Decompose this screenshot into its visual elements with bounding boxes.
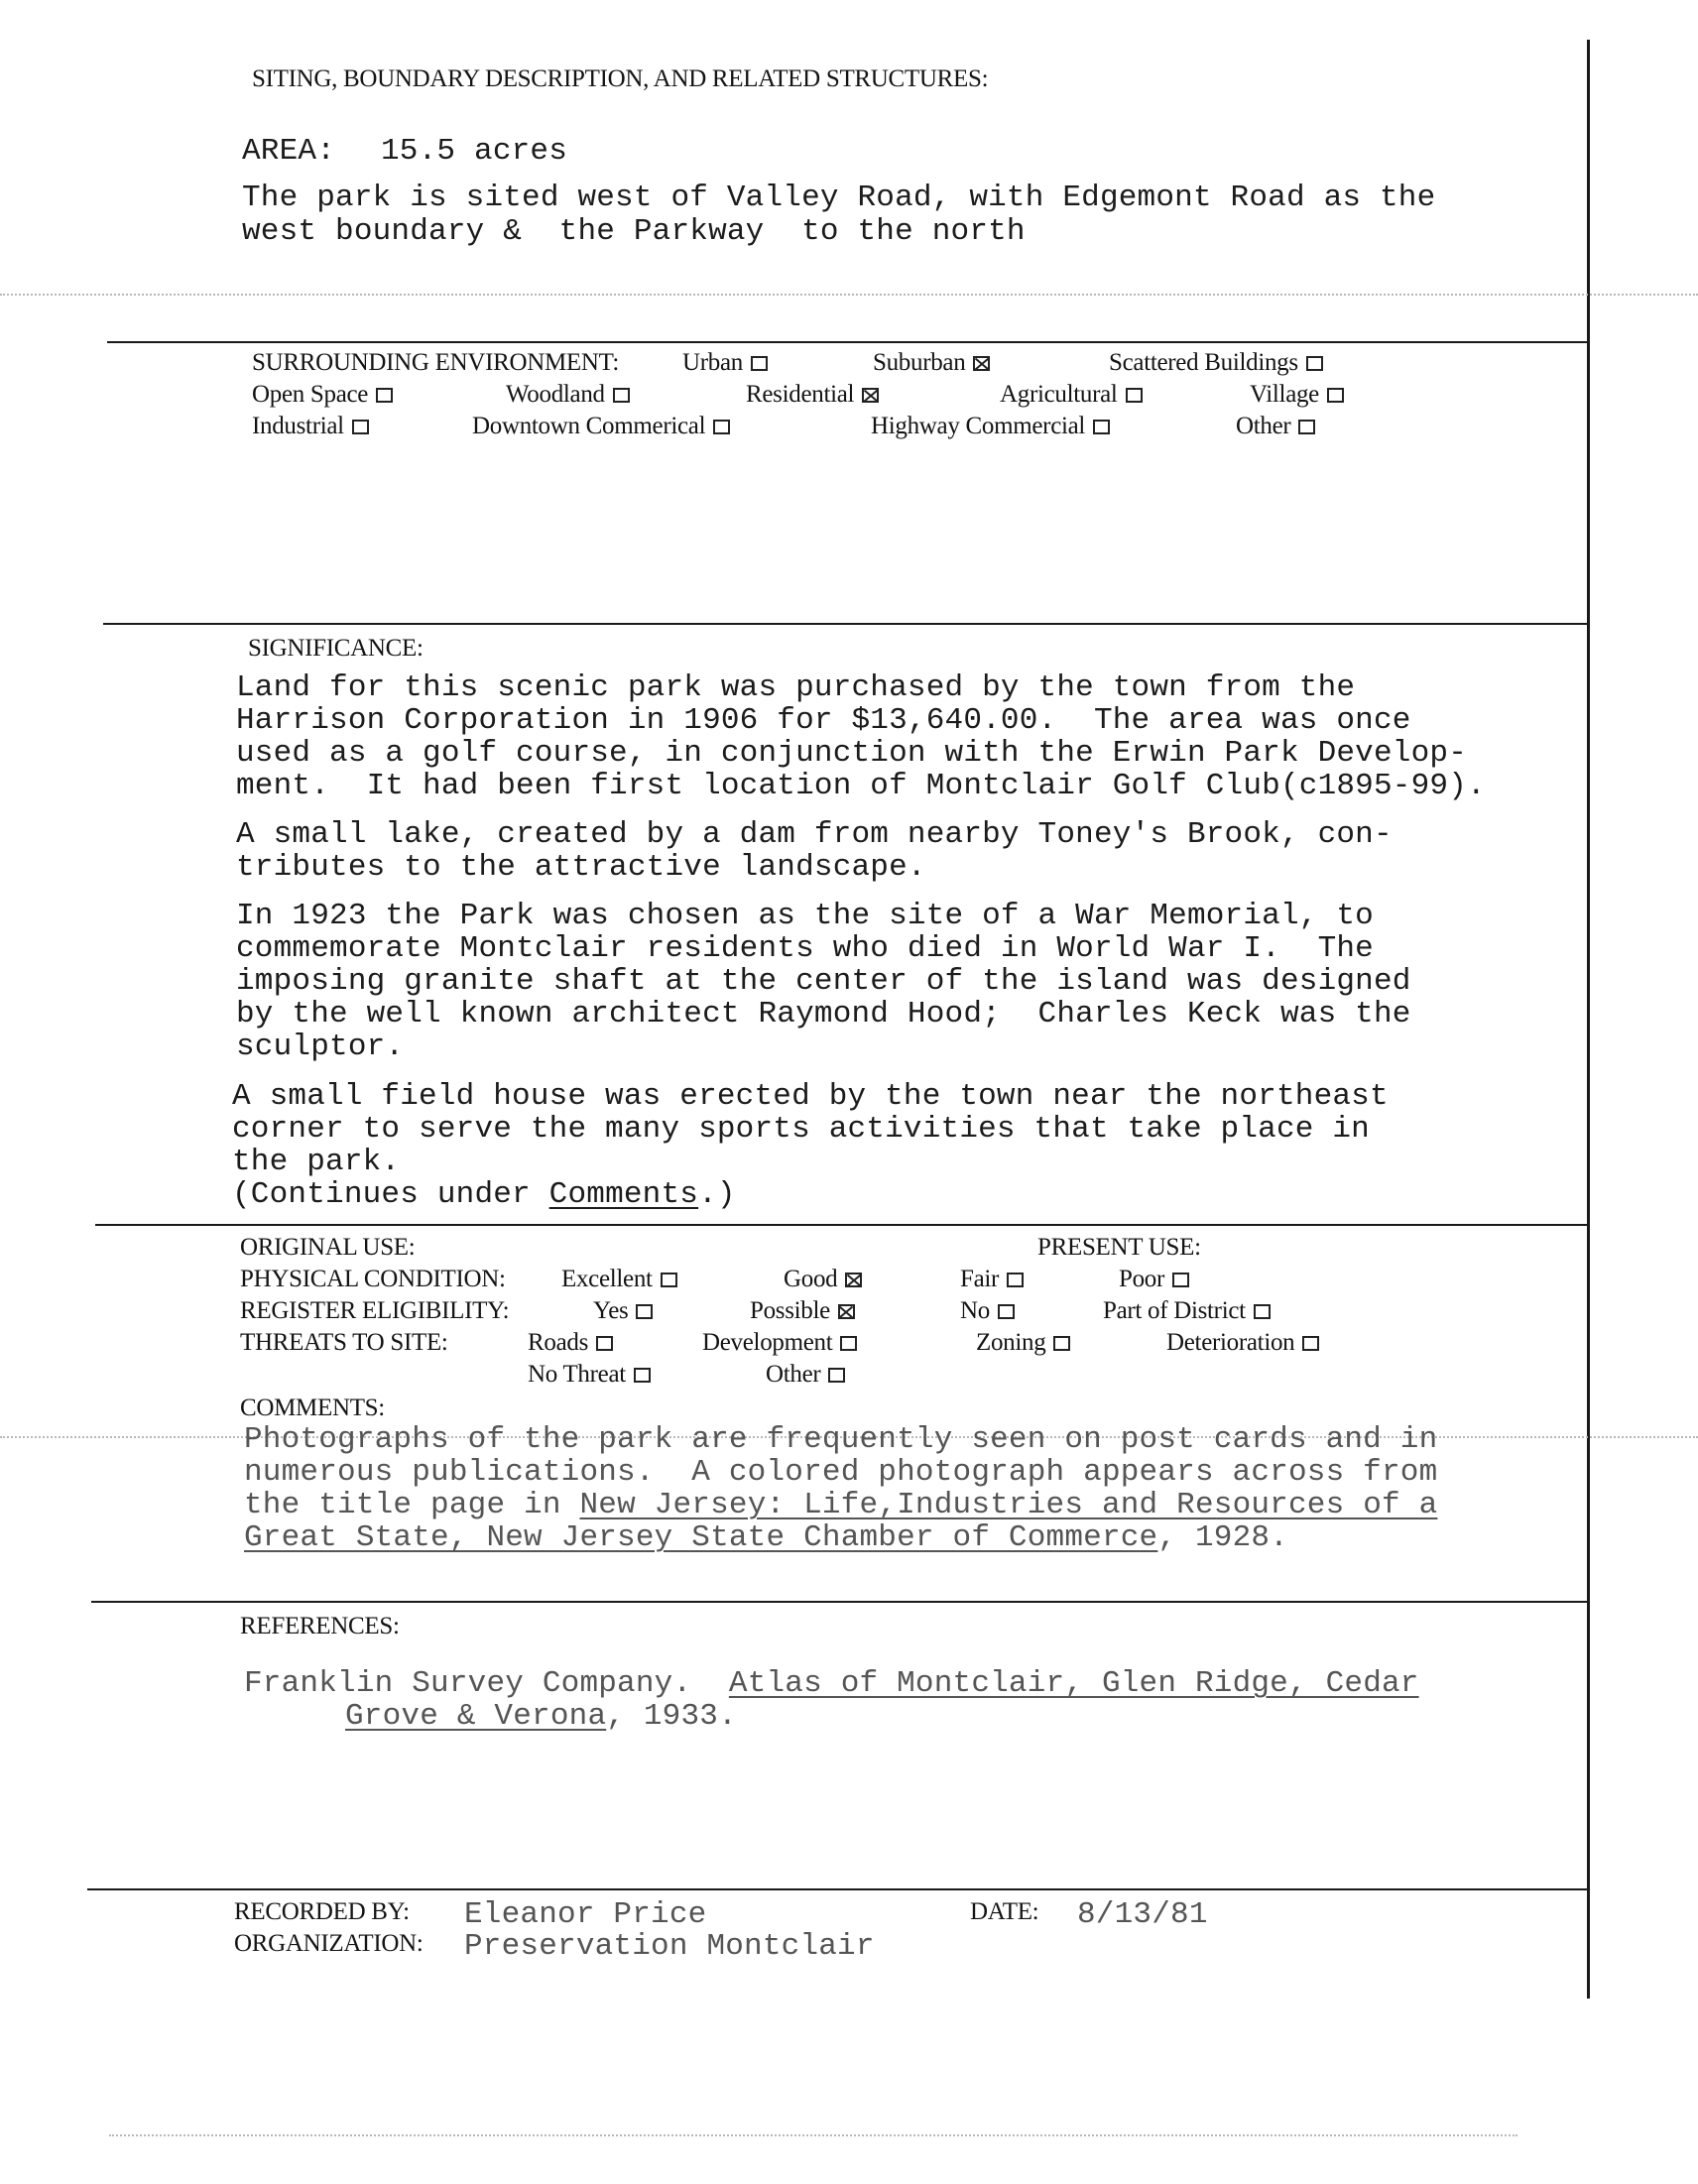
comments-line-2: numerous publications. A colored photograph appears across from	[244, 1455, 1438, 1490]
env-label-highway: Highway Commercial	[871, 413, 1086, 439]
significance-p1-line-1: Land for this scenic park was purchased by the town from the	[236, 670, 1356, 705]
significance-p2-line-1: A small lake, created by a dam from nearby Toney's Brook, con-	[236, 817, 1393, 852]
condition-good	[784, 1266, 862, 1293]
eligibility-district	[1103, 1297, 1271, 1325]
env-label-other: Other	[1236, 413, 1291, 439]
organization-label: ORGANIZATION:	[234, 1930, 424, 1957]
date-label: DATE:	[970, 1898, 1039, 1925]
condition-poor-label: Poor	[1119, 1266, 1165, 1292]
env-option-downtown	[472, 413, 730, 440]
checkbox-urban[interactable]	[751, 356, 768, 371]
divider	[103, 623, 1587, 625]
checkbox-env-other[interactable]	[1298, 420, 1315, 434]
env-label-downtown: Downtown Commerical	[472, 413, 706, 439]
siting-heading: SITING, BOUNDARY DESCRIPTION, AND RELATED STRUCTURES:	[252, 65, 989, 92]
condition-poor	[1119, 1266, 1189, 1293]
env-option-open-space	[252, 381, 393, 409]
checkbox-highway[interactable]	[1093, 420, 1110, 434]
checkbox-poor[interactable]	[1172, 1273, 1189, 1287]
checkbox-residential[interactable]	[862, 388, 879, 403]
dotted-separator	[109, 2134, 1517, 2136]
eligibility-yes	[593, 1297, 653, 1325]
checkbox-development[interactable]	[840, 1336, 857, 1351]
eligibility-no-label: No	[960, 1297, 990, 1324]
checkbox-deterioration[interactable]	[1302, 1336, 1319, 1351]
eligibility-yes-label: Yes	[593, 1297, 629, 1324]
threats-label: THREATS TO SITE:	[240, 1329, 448, 1356]
significance-p1-line-3: used as a golf course, in conjunction with the Erwin Park Develop-	[236, 736, 1467, 771]
references-line-1	[244, 1666, 1419, 1701]
comments-line-4	[244, 1520, 1288, 1555]
comments-line-1: Photographs of the park are frequently seen on post cards and in	[244, 1422, 1438, 1457]
significance-continues	[232, 1177, 736, 1212]
recorded-by-label: RECORDED BY:	[234, 1898, 410, 1925]
significance-p3-line-2: commemorate Montclair residents who died in World War I. The	[236, 931, 1374, 966]
organization-value: Preservation Montclair	[464, 1929, 875, 1964]
env-label-industrial: Industrial	[252, 413, 344, 439]
threat-development-label: Development	[702, 1329, 833, 1356]
siting-line-2: west boundary & the Parkway to the north	[242, 214, 1026, 249]
env-label-residential: Residential	[746, 381, 855, 408]
threat-no-threat	[528, 1361, 651, 1389]
references-heading: REFERENCES:	[240, 1613, 400, 1639]
checkbox-scattered[interactable]	[1306, 356, 1323, 371]
env-label-open-space: Open Space	[252, 381, 369, 408]
env-label-woodland: Woodland	[506, 381, 605, 408]
checkbox-no-threat[interactable]	[634, 1368, 651, 1383]
checkbox-fair[interactable]	[1007, 1273, 1024, 1287]
eligibility-no	[960, 1297, 1015, 1325]
divider	[91, 1601, 1587, 1603]
threat-zoning	[976, 1329, 1070, 1357]
significance-p4-line-1: A small field house was erected by the town near the northeast	[232, 1079, 1389, 1114]
checkbox-zoning[interactable]	[1053, 1336, 1070, 1351]
date-value: 8/13/81	[1077, 1897, 1208, 1932]
threat-other-label: Other	[766, 1361, 821, 1388]
checkbox-downtown[interactable]	[713, 420, 730, 434]
significance-p3-line-3: imposing granite shaft at the center of the island was designed	[236, 964, 1411, 999]
threat-deterioration-label: Deterioration	[1166, 1329, 1295, 1356]
threat-deterioration	[1166, 1329, 1319, 1357]
condition-good-label: Good	[784, 1266, 838, 1292]
area-value: 15.5 acres	[381, 134, 568, 169]
significance-p4-line-3: the park.	[232, 1145, 401, 1179]
original-use-label: ORIGINAL USE:	[240, 1234, 416, 1261]
environment-heading: SURROUNDING ENVIRONMENT:	[252, 349, 620, 376]
continues-link: Comments	[548, 1177, 699, 1212]
threat-zoning-label: Zoning	[976, 1329, 1046, 1356]
references-atlas-title: Atlas of Montclair, Glen Ridge, Cedar	[728, 1666, 1419, 1701]
threat-development	[702, 1329, 857, 1357]
area-label: AREA:	[242, 134, 336, 169]
references-line-2-suffix: , 1933.	[606, 1699, 737, 1734]
checkbox-excellent[interactable]	[661, 1273, 677, 1287]
significance-p4-line-2: corner to serve the many sports activities that take place in	[232, 1112, 1370, 1147]
threat-roads-label: Roads	[528, 1329, 589, 1356]
env-option-woodland	[506, 381, 630, 409]
significance-p3-line-1: In 1923 the Park was chosen as the site of a War Memorial, to	[236, 899, 1374, 933]
checkbox-open-space[interactable]	[376, 388, 393, 403]
threat-no-threat-label: No Threat	[528, 1361, 626, 1388]
checkbox-good[interactable]	[845, 1273, 862, 1287]
checkbox-industrial[interactable]	[352, 420, 369, 434]
eligibility-possible	[750, 1297, 855, 1325]
env-option-other	[1236, 413, 1315, 440]
present-use-label: PRESENT USE:	[1037, 1234, 1201, 1261]
threat-roads	[528, 1329, 613, 1357]
significance-p3-line-4: by the well known architect Raymond Hood; Charles Keck was the	[236, 997, 1411, 1031]
condition-excellent	[561, 1266, 677, 1293]
env-option-urban	[682, 349, 768, 377]
env-option-industrial	[252, 413, 369, 440]
comments-heading: COMMENTS:	[240, 1395, 385, 1421]
divider	[107, 341, 1587, 343]
env-option-scattered	[1109, 349, 1323, 377]
significance-p3-line-5: sculptor.	[236, 1030, 405, 1064]
condition-fair-label: Fair	[960, 1266, 1000, 1292]
references-line-1-prefix: Franklin Survey Company.	[244, 1666, 729, 1701]
env-label-suburban: Suburban	[873, 349, 966, 376]
physical-condition-label: PHYSICAL CONDITION:	[240, 1266, 506, 1292]
register-eligibility-label: REGISTER ELIGIBILITY:	[240, 1297, 510, 1324]
env-option-agricultural	[1000, 381, 1143, 409]
checkbox-agricultural[interactable]	[1126, 388, 1143, 403]
condition-excellent-label: Excellent	[561, 1266, 653, 1292]
comments-line-4-suffix: , 1928.	[1157, 1520, 1288, 1555]
significance-p1-line-4: ment. It had been first location of Montclair Golf Club(c1895-99).	[236, 769, 1486, 803]
comments-publication-title-cont: Great State, New Jersey State Chamber of Commerce	[244, 1520, 1158, 1555]
checkbox-village[interactable]	[1327, 388, 1344, 403]
env-label-village: Village	[1250, 381, 1319, 408]
references-line-2	[345, 1699, 737, 1734]
comments-line-3	[244, 1488, 1437, 1522]
comments-publication-title: New Jersey: Life,Industries and Resources of a	[579, 1488, 1438, 1522]
checkbox-suburban[interactable]	[973, 356, 990, 371]
continues-prefix: (Continues under	[232, 1177, 549, 1212]
form-right-border	[1587, 40, 1590, 1999]
checkbox-possible[interactable]	[838, 1304, 855, 1319]
significance-heading: SIGNIFICANCE:	[248, 635, 424, 662]
dotted-separator	[0, 294, 1698, 296]
checkbox-woodland[interactable]	[613, 388, 630, 403]
env-option-suburban	[873, 349, 990, 377]
env-label-urban: Urban	[682, 349, 743, 376]
eligibility-district-label: Part of District	[1103, 1297, 1246, 1324]
significance-p2-line-2: tributes to the attractive landscape.	[236, 850, 926, 885]
checkbox-roads[interactable]	[596, 1336, 613, 1351]
significance-p1-line-2: Harrison Corporation in 1906 for $13,640.00. The area was once	[236, 703, 1411, 738]
eligibility-possible-label: Possible	[750, 1297, 830, 1324]
recorded-by-value: Eleanor Price	[464, 1897, 707, 1932]
divider	[87, 1888, 1587, 1890]
threat-other	[766, 1361, 845, 1389]
references-atlas-title-cont: Grove & Verona	[345, 1699, 607, 1734]
comments-line-3-prefix: the title page in	[244, 1488, 580, 1522]
continues-suffix: .)	[698, 1177, 736, 1212]
condition-fair	[960, 1266, 1024, 1293]
checkbox-no[interactable]	[998, 1304, 1015, 1319]
checkbox-threat-other[interactable]	[828, 1368, 845, 1383]
checkbox-district[interactable]	[1254, 1304, 1271, 1319]
env-option-highway	[871, 413, 1110, 440]
env-option-residential	[746, 381, 879, 409]
siting-line-1: The park is sited west of Valley Road, with Edgemont Road as the	[242, 181, 1436, 215]
env-label-scattered: Scattered Buildings	[1109, 349, 1298, 376]
checkbox-yes[interactable]	[636, 1304, 653, 1319]
env-label-agricultural: Agricultural	[1000, 381, 1118, 408]
env-option-village	[1250, 381, 1344, 409]
divider	[95, 1224, 1587, 1226]
